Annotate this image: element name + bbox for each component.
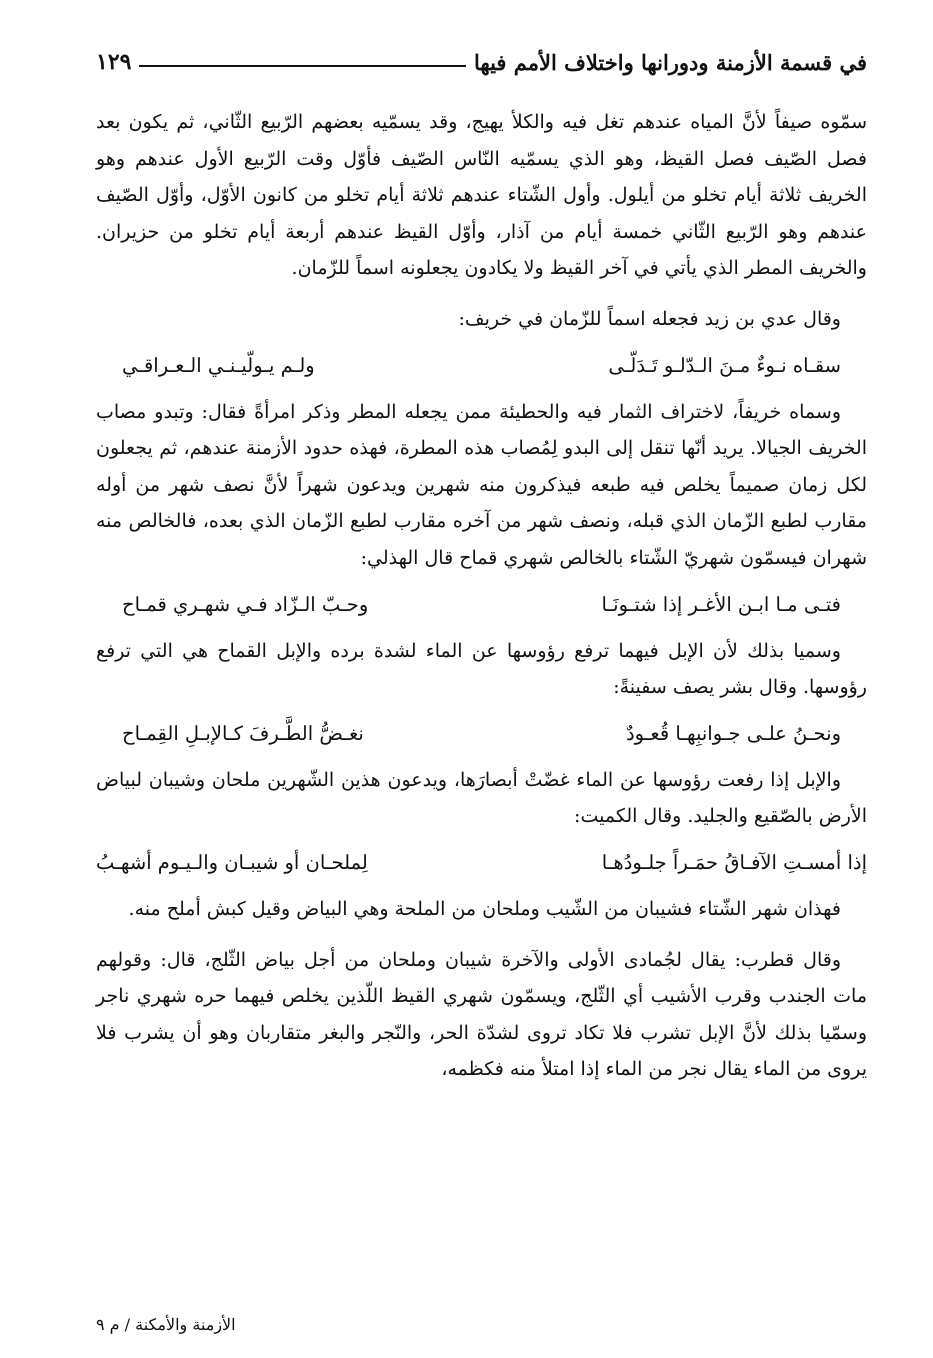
signature-mark: الأزمنة والأمكنة / م ٩ [96, 1315, 236, 1334]
verse-3 [122, 716, 841, 752]
verse-4-first-hemistich: إذا أمسـتِ الآفـاقُ حمَـراً جلـودُهـا [601, 850, 867, 874]
page-header [96, 44, 867, 80]
verse-4-second-hemistich: لِملحـان أو شيبـان والـيـوم أشهـبُ [96, 850, 368, 874]
paragraph-3: وسماه خريفاً، لاختراف الثمار فيه والحطيئة ممن يجعله المطر وذكر امرأةً فقال: وتبدو مصاب الخريف الجيالا. يريد أنّها تنقل إلى البدو لِمُصاب هذه المطرة، فهذه حدود الأزمنة عندهم، ثم يجعلون لكل زمان صميماً يخلص فيه طبعه فيذكرون منه شهرين ويدعون شهراً لأنَّ نصف شهر من أوله مقارب لطبع الزّمان الذي قبله، ونصف شهر من آخره مقارب لطبع الزّمان الذي بعده، فالخالص منه شهران فيسمّون شهريّ الشّتاء بالخالص شهري قماح قال الهذلي: [96, 400, 867, 569]
paragraph-1: سمّوه صيفاً لأنَّ المياه عندهم تغل فيه والكلأ يهيج، وقد يسمّيه بعضهم الرّبيع الثّاني، ثم يكون بعد فصل الصّيف فصل القيظ، وهو الذي يسمّيه النّاس الصّيف فأوّل وقت الرّبيع الأول عندهم وهو الخريف ثلاثة أيام تخلو من أيلول. وأول الشّتاء عندهم ثلاثة أيام تخلو من كانون الأوّل، وأوّل الصّيف عندهم وهو الرّبيع الثّاني خمسة أيام من آذار، وأوّل القيظ عندهم أربعة أيام تخلو من حزيران. والخريف المطر الذي يأتي في آخر القيظ ولا يكادون يجعلونه اسماً للزّمان. [96, 111, 867, 280]
page-number: ١٢٩ [96, 49, 132, 75]
paragraph-2: وقال عدي بن زيد فجعله اسماً للزّمان في خريف: [458, 307, 841, 330]
running-title: في قسمة الأزمنة ودورانها واختلاف الأمم فيها [474, 49, 867, 75]
verse-3-first-hemistich: ونحـنُ علـى جـوانبِهـا قُعـودٌ [625, 721, 841, 745]
paragraph-5: والإبل إذا رفعت رؤوسها عن الماء غضّتْ أبصارَها، ويدعون هذين الشّهرين ملحان وشيبان لبياض الأرض بالصّقيع والجليد. وقال الكميت: [96, 768, 867, 828]
verse-4 [96, 845, 867, 881]
verse-1 [122, 348, 841, 384]
page-body [96, 104, 867, 1088]
paragraph-6: فهذان شهر الشّتاء فشيبان من الشّيب وملحان من الملحة وهي البياض وقيل كبش أملح منه. [128, 897, 841, 920]
header-rule [139, 65, 466, 67]
verse-1-second-hemistich: ولـم يـولّيـنـي الـعـراقـي [122, 353, 315, 377]
verse-1-first-hemistich: سقـاه نـوءٌ مـنَ الـدّلـو تَـدَلّـى [608, 353, 841, 377]
paragraph-7: وقال قطرب: يقال لجُمادى الأولى والآخرة شيبان وملحان من أجل بياض الثّلج، قال: وقولهم مات الجندب وقرب الأشيب أي الثّلج، ويسمّون شهري القيظ اللّذين يخلص فيهما حره شهري ناجر وسمّيا بذلك لأنَّ الإبل تشرب فلا تكاد تروى لشدّة الحر، والنّجر والبغر متقاربان وهو أن يشرب فلا يروى من الماء يقال نجر من الماء إذا امتلأ منه فكظمه، [96, 948, 867, 1081]
verse-2 [122, 587, 841, 623]
paragraph-4: وسميا بذلك لأن الإبل فيهما ترفع رؤوسها عن الماء لشدة برده والإبل القماح هي التي ترفع رؤوسها. وقال بشر يصف سفينةً: [96, 639, 867, 699]
verse-2-second-hemistich: وحـبّ الـزّاد فـي شهـري قمـاح [122, 592, 369, 616]
verse-2-first-hemistich: فتـى مـا ابـن الأغـر إذا شتـونَـا [601, 592, 841, 616]
verse-3-second-hemistich: نغـضُّ الطَّـرفَ كـالإبـلِ القِمـاح [122, 721, 364, 745]
